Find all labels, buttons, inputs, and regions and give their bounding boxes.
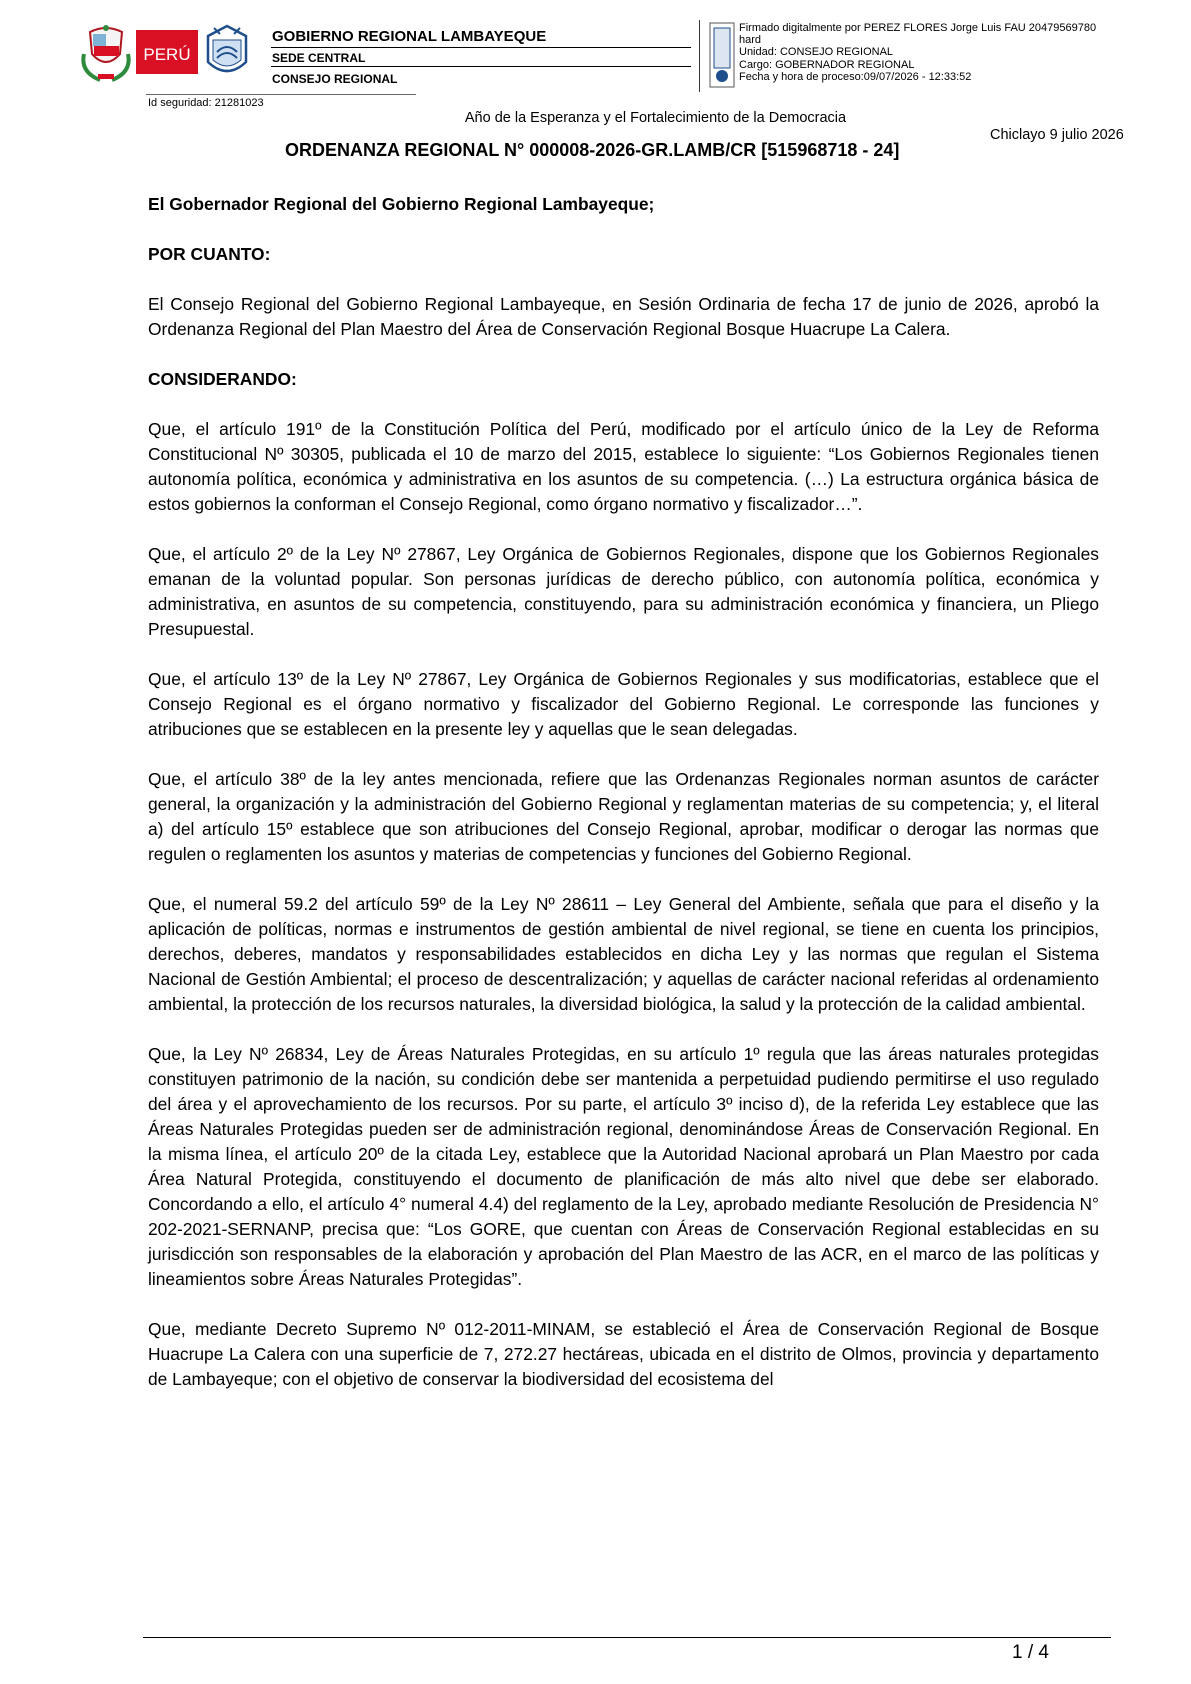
office-label: CONSEJO REGIONAL: [272, 72, 398, 86]
year-motto: Año de la Esperanza y el Fortalecimiento de la Democracia: [464, 110, 847, 126]
institution-block: [272, 28, 546, 86]
section-heading-por-cuanto: POR CUANTO:: [148, 244, 271, 264]
paragraph: Que, el artículo 38º de la ley antes mencionada, refiere que las Ordenanzas Regionales norman asuntos de carácter general, la organización y la administración del Gobierno Regional y reglamentan materias de su competencia; y, el literal a) del artículo 15º establece que son atribuciones del Consejo Regional, aprobar, modificar o derogar las normas que regulen o reglamenten los asuntos y materias de competencias y funciones del Gobierno Regional.: [148, 769, 1099, 864]
signature-line: Firmado digitalmente por PEREZ FLORES Jorge Luis FAU 20479569780: [739, 22, 1097, 34]
paragraph: Que, el artículo 2º de la Ley Nº 27867, Ley Orgánica de Gobiernos Regionales, dispone que los Gobiernos Regionales emanan de la voluntad popular. Son personas jurídicas de derecho público, con autonomía política, económica y administrativa, en asuntos de su competencia, constituyendo, para su administración económica y financiera, un Pliego Presupuestal.: [148, 544, 1099, 639]
signature-timestamp: Fecha y hora de proceso:09/07/2026 - 12:33:52: [739, 70, 972, 83]
lambayeque-region-logo: [204, 22, 250, 86]
paragraph: Que, mediante Decreto Supremo Nº 012-2011-MINAM, se estableció el Área de Conservación Regional de Bosque Huacrupe La Calera con una superficie de 7, 272.27 hectáreas, ubicada en el distrito de Olmos, provincia y departamento de Lambayeque; con el objetivo de conservar la biodiversidad del ecosistema del: [148, 1319, 1099, 1389]
document-date: Chiclayo 9 julio 2026: [990, 127, 1124, 143]
signature-role: Cargo: GOBERNADOR REGIONAL: [739, 58, 915, 71]
paragraph: Que, la Ley Nº 26834, Ley de Áreas Naturales Protegidas, en su artículo 1º regula que las áreas naturales protegidas constituyen patrimonio de la nación, su condición debe ser mantenida a perpetuidad pudiendo permitirse el uso regulado del área y el aprovechamiento de los recursos. Por su parte, el artículo 3º inciso d), de la referida Ley establece que las Áreas Naturales Protegidas pueden ser de administración regional, denominándose Áreas de Conservación Regional. En la misma línea, el artículo 20º de la citada Ley, establece que la Autoridad Nacional aprobará un Plan Maestro por cada Área Natural Protegida, constituyendo el documento de planificación de más alto nivel que debe ser elaborado. Concordando a ello, el artículo 4° numeral 4.4) del reglamento de la Ley, aprobado mediante Resolución de Presidencia N° 202-2021-SERNANP, precisa que: “Los GORE, que cuentan con Áreas de Conservación Regional establecidas en su jurisdicción son responsables de la elaboración y aprobación del Plan Maestro de las ACR, en el marco de las políticas y lineamientos sobre Áreas Naturales Protegidas”.: [148, 1044, 1099, 1289]
document-body: [148, 192, 1099, 1417]
paragraph: Que, el artículo 191º de la Constitución Política del Perú, modificado por el artículo único de la Ley de Reforma Constitucional Nº 30305, publicada el 10 de marzo del 2015, establece lo siguiente: “Los Gobiernos Regionales tienen autonomía política, económica y administrativa en los asuntos de su competencia. (…) La estructura orgánica básica de estos gobiernos la conforman el Consejo Regional, como órgano normativo y fiscalizador…”.: [148, 419, 1099, 514]
peru-coat-of-arms-icon: [80, 24, 132, 84]
institution-name: GOBIERNO REGIONAL LAMBAYEQUE: [272, 28, 547, 45]
page-number: 1 / 4: [1012, 1642, 1049, 1663]
peru-brand-logo: [136, 30, 198, 74]
section-heading-considerando: CONSIDERANDO:: [148, 369, 297, 389]
header-divider: [271, 47, 691, 48]
paragraph: Que, el artículo 13º de la Ley Nº 27867, Ley Orgánica de Gobiernos Regionales y sus modificatorias, establece que el Consejo Regional es el órgano normativo y fiscalizador del Gobierno Regional. Le corresponde las funciones y atribuciones que se establecen en la presente ley y aquellas que le sean delegadas.: [148, 669, 1099, 739]
security-id: Id seguridad: 21281023: [148, 97, 264, 109]
sede-label: SEDE CENTRAL: [272, 51, 366, 65]
signature-line: hard: [739, 34, 762, 47]
ordinance-title: ORDENANZA REGIONAL N° 000008-2026-GR.LAMB/CR [515968718 - 24]: [285, 140, 900, 160]
security-divider: [146, 94, 416, 95]
paragraph: El Consejo Regional del Gobierno Regional Lambayeque, en Sesión Ordinaria de fecha 17 de junio de 2026, aprobó la Ordenanza Regional del Plan Maestro del Área de Conservación Regional Bosque Huacrupe La Calera.: [148, 294, 1099, 339]
digital-signature: [739, 22, 1189, 83]
signature-unit: Unidad: CONSEJO REGIONAL: [739, 46, 894, 59]
header-logos: [80, 18, 250, 88]
signature-stamp-icon: [709, 22, 735, 88]
signature-separator: [699, 20, 700, 92]
greeting: El Gobernador Regional del Gobierno Regional Lambayeque;: [148, 194, 655, 214]
footer-divider: [143, 1637, 1111, 1638]
peru-logo-text: PERÚ: [143, 45, 191, 64]
paragraph: Que, el numeral 59.2 del artículo 59º de la Ley Nº 28611 – Ley General del Ambiente, señala que para el diseño y la aplicación de políticas, normas e instrumentos de gestión ambiental de nivel regional, se tiene en cuenta los principios, derechos, deberes, mandatos y responsabilidades establecidos en dicha Ley y las normas que regulan el Sistema Nacional de Gestión Ambiental; el proceso de descentralización; y aquellas de carácter nacional referidas al ordenamiento ambiental, la protección de los recursos naturales, la diversidad biológica, la salud y la protección de la calidad ambiental.: [148, 894, 1099, 1014]
header-divider: [271, 66, 691, 67]
